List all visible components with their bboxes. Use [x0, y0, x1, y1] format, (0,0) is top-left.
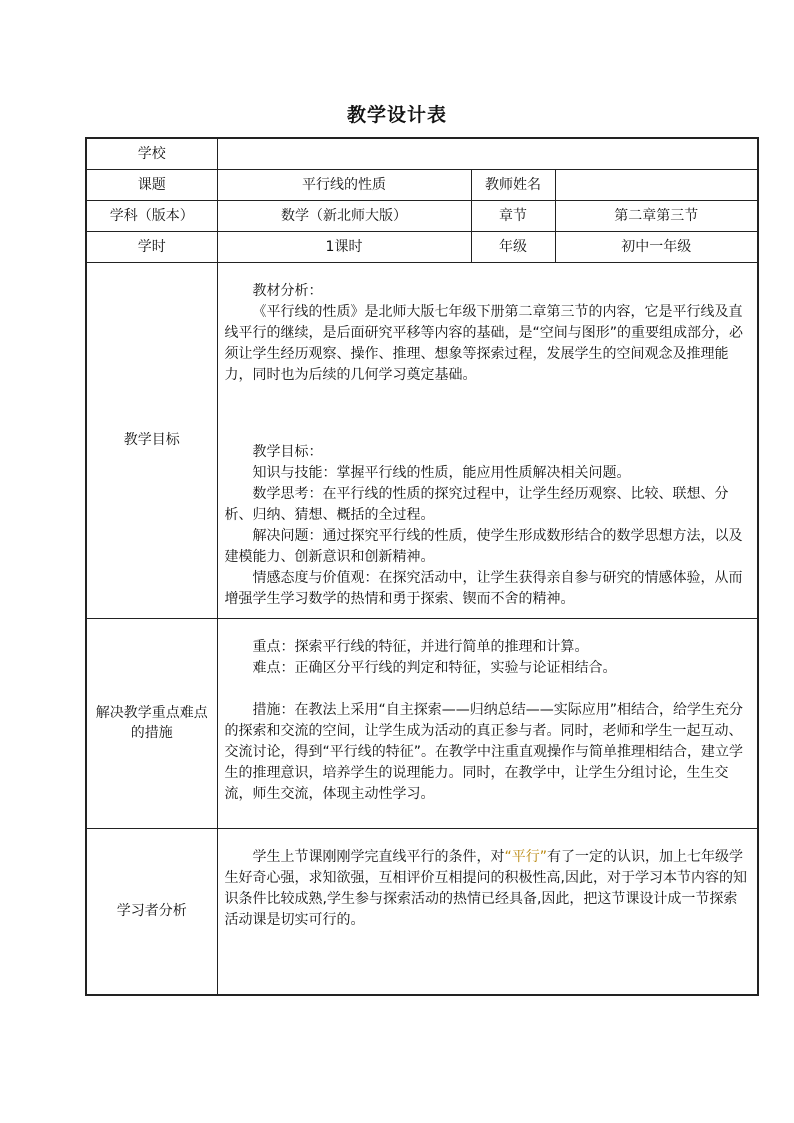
subject-row: [86, 200, 758, 231]
grade-value: 初中一年级: [555, 231, 758, 262]
key-point: 重点：探索平行线的特征，并进行简单的推理和计算。: [252, 638, 589, 655]
chapter-value: 第二章第三节: [555, 200, 758, 231]
goal-knowledge: 知识与技能：掌握平行线的性质，能应用性质解决相关问题。: [252, 464, 631, 481]
objectives-row: [86, 262, 758, 618]
goal-thinking: 数学思考：在平行线的性质的探究过程中，让学生经历观察、比较、联想、分析、归纳、猜想、概括的全过程。: [224, 485, 729, 523]
keypoints-label: 解决教学重点难点的措施: [86, 618, 217, 828]
school-value: [217, 138, 758, 169]
difficulty-point: 难点：正确区分平行线的判定和特征，实验与论证相结合。: [252, 659, 617, 676]
goal-problem: 解决问题：通过探究平行线的性质，使学生形成数形结合的数学思想方法，以及建模能力、创新意识和创新精神。: [224, 527, 743, 565]
school-row: [86, 138, 758, 169]
teacher-value: [555, 169, 758, 200]
learner-text-start: 学生上节课刚刚学完直线平行的条件，对: [252, 848, 505, 865]
hours-row: [86, 231, 758, 262]
hours-value: 1课时: [217, 231, 471, 262]
material-heading: 教材分析：: [252, 282, 323, 299]
objectives-content: [217, 262, 758, 618]
teaching-design-table: [85, 137, 759, 996]
learner-row: [86, 828, 758, 995]
topic-value: 平行线的性质: [217, 169, 471, 200]
objectives-label: 教学目标: [86, 262, 217, 618]
learner-label: 学习者分析: [86, 828, 217, 995]
grade-label: 年级: [471, 231, 555, 262]
keypoints-row: [86, 618, 758, 828]
goals-heading: 教学目标：: [252, 443, 323, 460]
goal-emotion: 情感态度与价值观：在探究活动中，让学生获得亲自参与研究的情感体验，从而增强学生学习数学的热情和勇于探索、锲而不舍的精神。: [224, 569, 743, 607]
learner-text: [225, 847, 752, 931]
learner-text-emphasis: “平行”: [504, 848, 548, 865]
material-text: 《平行线的性质》是北师大版七年级下册第二章第三节的内容，它是平行线及直线平行的继续，是后面研究平移等内容的基础，是“空间与图形”的重要组成部分，必须让学生经历观察、操作、推理、想象等探索过程，发展学生的空间观念及推理能力，同时也为后续的几何学习奠定基础。: [224, 303, 744, 383]
measures-text: 措施：在教法上采用“自主探索——归纳总结——实际应用”相结合，给学生充分的探索和交流的空间，让学生成为活动的真正参与者。同时，老师和学生一起互动、交流讨论，得到“平行线的特征”。在教学中注重直观操作与简单推理相结合，建立学生的推理意识，培养学生的说理能力。同时，在教学中，让学生分组讨论，生生交流，师生交流，体现主动性学习。: [224, 701, 744, 802]
topic-row: [86, 169, 758, 200]
chapter-label: 章节: [471, 200, 555, 231]
learner-content: [217, 828, 758, 995]
teacher-label: 教师姓名: [471, 169, 555, 200]
subject-value: 数学（新北师大版）: [217, 200, 471, 231]
topic-label: 课题: [86, 169, 217, 200]
page-title: 教学设计表: [346, 104, 447, 126]
keypoints-content: [217, 618, 758, 828]
subject-label: 学科（版本）: [86, 200, 217, 231]
school-label: 学校: [86, 138, 217, 169]
learner-text-end: 有了一定的认识，加上七年级学生好奇心强，求知欲强，互相评价互相提问的积极性高,因此，对于学习本节内容的知识条件比较成熟,学生参与探索活动的热情已经具备,因此，把这节课设计成一节探索活动课是切实可行的。: [224, 848, 747, 928]
hours-label: 学时: [86, 231, 217, 262]
